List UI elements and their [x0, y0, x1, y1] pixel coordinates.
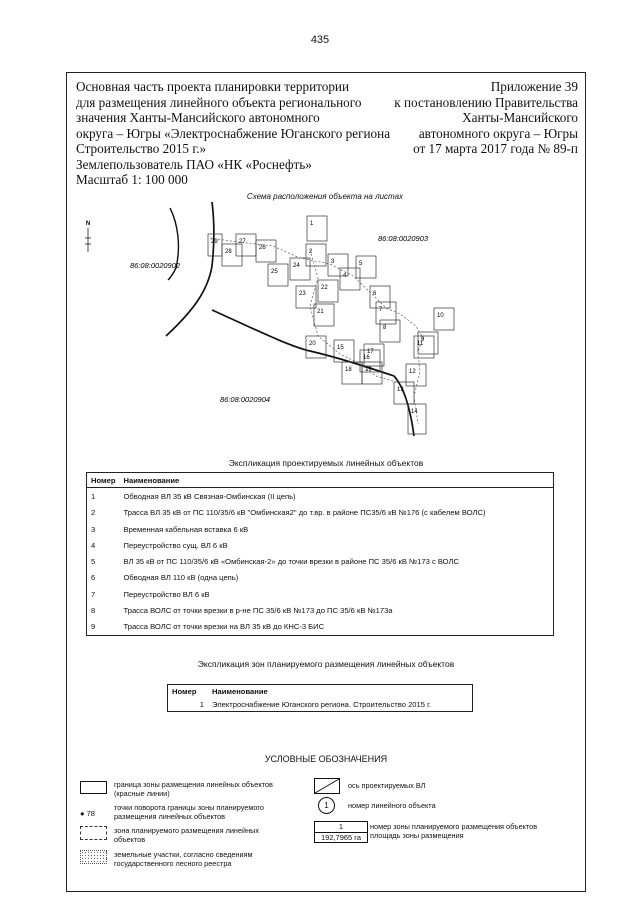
- map-sheet-number: 26: [259, 245, 266, 251]
- map-sheet-number: 8: [383, 325, 387, 331]
- map-sheet-frame: [380, 320, 400, 342]
- map-sheet-number: 1: [310, 221, 314, 227]
- legend-zone-area: площадь зоны размещения: [370, 831, 464, 840]
- legend-zone-number: номер зоны планируемого размещения объектов: [370, 822, 538, 831]
- map-sheet-frame: [362, 362, 382, 384]
- axis-line-icon: [314, 778, 340, 794]
- map-sheet: [318, 280, 338, 302]
- map-sheet-frame: [208, 234, 222, 256]
- table-row: [87, 602, 554, 618]
- map-sheet: [406, 364, 426, 386]
- header-left-line: значения Ханты-Мансийского автономного: [76, 110, 320, 125]
- table-row: [168, 698, 473, 712]
- map-sheet-number: 10: [437, 313, 444, 319]
- table-header-row: [168, 685, 473, 699]
- map-sheet-number: 15: [337, 345, 344, 351]
- row-number: 6: [91, 573, 96, 583]
- map-sheet-number: 7: [379, 307, 383, 313]
- col-number-header: Номер: [172, 687, 197, 696]
- map-sheet-frame: [376, 302, 396, 324]
- map-sheet: [376, 302, 396, 324]
- resolution-date: от 17 марта 2017 года № 89-п: [413, 141, 578, 156]
- legend-boundary: граница зоны размещения линейных объектов (красные линии): [114, 780, 273, 798]
- cadastral-label: 86:08:0020904: [220, 395, 271, 404]
- appendix-title: Приложение 39: [490, 79, 578, 94]
- map-sheet: [307, 216, 327, 241]
- map-sheet-number: 11: [417, 341, 424, 347]
- row-number: 5: [91, 557, 96, 567]
- table-row: [87, 521, 554, 537]
- map-sheet-frame: [406, 364, 426, 386]
- col-name-header: Наименование: [120, 473, 554, 488]
- land-user: Землепользователь ПАО «НК «Роснефть»: [76, 156, 312, 172]
- table-row: [87, 537, 554, 553]
- legend-axis: ось проектируемых ВЛ: [348, 781, 426, 790]
- map-sheet-number: 22: [321, 285, 328, 291]
- map-sheet-number: 20: [309, 341, 316, 347]
- map-sheet: [356, 256, 376, 278]
- forest-symbol-icon: [80, 850, 107, 864]
- map-sheet-number: 5: [359, 261, 363, 267]
- map-sheet-frame: [314, 304, 334, 326]
- map-sheet: [314, 304, 334, 326]
- table-row: [87, 586, 554, 602]
- linear-objects-table-title: Экспликация проектируемых линейных объектов: [228, 458, 424, 468]
- col-number-header: Номер: [87, 473, 120, 488]
- row-number: 3: [91, 524, 96, 534]
- header-left-line: округа – Югры «Электроснабжение Юганского региона: [76, 125, 391, 141]
- row-number: 8: [91, 606, 96, 615]
- map-sheet: [340, 268, 360, 290]
- cadastral-label: 86:08:0020903: [378, 234, 429, 243]
- cadastral-label: 86:08:0020902: [130, 261, 181, 270]
- zones-table-title: Экспликация зон планируемого размещения линейных объектов: [197, 659, 455, 669]
- row-name: ВЛ 35 кВ от ПС 110/35/6 кВ «Омбинская-2» до точки врезки в районе ПС 35/6 кВ №173 с ВОЛС: [123, 557, 459, 567]
- header-right-line: к постановлению Правительства: [394, 94, 578, 110]
- zones-table: [167, 684, 473, 712]
- table-row: [87, 488, 554, 505]
- row-name: Трасса ВОЛС от точки врезки на ВЛ 35 кВ до КНС-3 БИС: [123, 622, 325, 632]
- map-sheet-frame: [222, 244, 242, 266]
- table-row: [87, 570, 554, 586]
- table-row: [87, 505, 554, 521]
- map-sheet-number: 25: [271, 269, 278, 275]
- map-sheet: [208, 234, 222, 256]
- map-sheet-number: 18: [345, 367, 352, 373]
- map-sheet-number: 14: [411, 409, 418, 415]
- map-sheet-frame: [256, 240, 276, 262]
- location-scheme-map: [78, 186, 572, 438]
- map-sheet: [362, 362, 382, 384]
- map-sheet-frame: [356, 256, 376, 278]
- north-arrow-icon: [85, 221, 91, 252]
- map-sheet-number: 17: [367, 349, 374, 355]
- map-sheet-number: 13: [397, 387, 404, 393]
- object-number-circle-icon: 1: [318, 797, 335, 814]
- table-row: [87, 619, 554, 636]
- row-name: Обводная ВЛ 35 кВ Связная-Омбинская (II цепь): [123, 491, 296, 501]
- map-sheet-frame: [318, 280, 338, 302]
- row-name: Переустройство ВЛ 6 кВ: [123, 589, 210, 599]
- boundary-symbol-icon: [80, 781, 107, 794]
- row-number: 1: [91, 491, 96, 501]
- linear-objects-table: [86, 472, 554, 636]
- map-sheet-number: 19: [365, 367, 372, 373]
- map-sheet: [434, 308, 454, 330]
- table-header-row: [87, 473, 554, 488]
- map-sheet: [236, 234, 256, 256]
- header-left-line: Строительство 2015 г.»: [76, 141, 207, 156]
- row-number: 4: [91, 540, 96, 550]
- map-sheet-number: 24: [293, 263, 300, 269]
- map-sheet: [380, 320, 400, 342]
- map-sheet: [296, 286, 316, 308]
- map-sheet-frame: [307, 216, 327, 241]
- map-sheet-frame: [340, 268, 360, 290]
- legend-zone: зона планируемого размещения линейных объектов: [114, 826, 260, 844]
- row-number: 2: [91, 508, 96, 518]
- row-name: Электроснабжение Юганского региона. Строительство 2015 г.: [212, 700, 432, 709]
- header-left-line: для размещения линейного объекта регионального: [76, 94, 362, 110]
- map-sheet-frame: [236, 234, 256, 256]
- legend-turn-point: точки поворота границы зоны планируемого размещения линейных объектов: [114, 803, 264, 821]
- col-name-header: Наименование: [212, 687, 268, 696]
- map-sheet-number: 6: [373, 291, 377, 297]
- map-sheet: [290, 258, 310, 280]
- row-name: Трасса ВОЛС от точки врезки в р-не ПС 35/6 кВ №173 до ПС 35/6 кВ №173а: [123, 606, 393, 615]
- row-name: Временная кабельная вставка 6 кВ: [123, 524, 249, 534]
- map-sheet-number: 29: [211, 239, 218, 245]
- page-number: 435: [310, 34, 330, 46]
- map-sheet: [370, 286, 390, 308]
- map-sheet-frame: [434, 308, 454, 330]
- header-right-line: Ханты-Мансийского: [462, 110, 578, 125]
- row-number: 1: [199, 700, 204, 709]
- map-sheet-number: 28: [225, 249, 232, 255]
- zone-number-value: 1: [315, 822, 367, 833]
- row-name: Трасса ВЛ 35 кВ от ПС 110/35/6 кВ "Омбинская2" до т.вр. в районе ПС35/6 кВ №176 (с кабелем ВОЛС): [123, 508, 486, 518]
- legend-forest: земельные участки, согласно сведениям государственного лесного реестра: [114, 850, 253, 868]
- row-number: 7: [91, 589, 96, 599]
- map-sheet-frame: [296, 286, 316, 308]
- zone-number-box: [314, 821, 368, 843]
- map-sheet-number: 9: [421, 337, 425, 343]
- map-sheet: [268, 264, 288, 286]
- map-sheet-number: 16: [363, 355, 370, 361]
- legend-title: УСЛОВНЫЕ ОБОЗНАЧЕНИЯ: [264, 754, 388, 764]
- map-sheet: [256, 240, 276, 262]
- north-label: N: [85, 221, 91, 227]
- header-left: [76, 79, 416, 188]
- row-name: Переустройство сущ. ВЛ 6 кВ: [123, 540, 228, 550]
- map-sheet-number: 4: [343, 273, 347, 279]
- map-sheet-number: 21: [317, 309, 324, 315]
- zone-area-value: 192,7965 га: [320, 833, 362, 842]
- turn-point-icon: ● 78: [80, 809, 95, 818]
- map-sheet-number: 2: [309, 249, 313, 255]
- header-right-line: автономного округа – Югры: [418, 125, 578, 141]
- zone-symbol-icon: [80, 826, 107, 840]
- header-right: [380, 79, 578, 157]
- legend-object-number: номер линейного объекта: [348, 801, 436, 810]
- map-sheet-frame: [370, 286, 390, 308]
- map-title: Схема расположения объекта на листах: [246, 192, 404, 201]
- header-left-line: Основная часть проекта планировки территории: [76, 79, 350, 94]
- row-number: 9: [91, 622, 96, 632]
- row-name: Обводная ВЛ 110 кВ (одна цепь): [123, 573, 239, 583]
- map-sheet-number: 23: [299, 291, 306, 297]
- map-sheet-number: 3: [331, 259, 335, 265]
- turn-point-number: 78: [86, 809, 95, 818]
- map-sheet-number: 12: [409, 369, 416, 375]
- map-sheet-number: 27: [239, 239, 246, 245]
- map-sheet-frame: [290, 258, 310, 280]
- map-sheet: [222, 244, 242, 266]
- table-row: [87, 553, 554, 569]
- map-sheet-frame: [268, 264, 288, 286]
- map-scale: Масштаб 1: 100 000: [76, 172, 188, 187]
